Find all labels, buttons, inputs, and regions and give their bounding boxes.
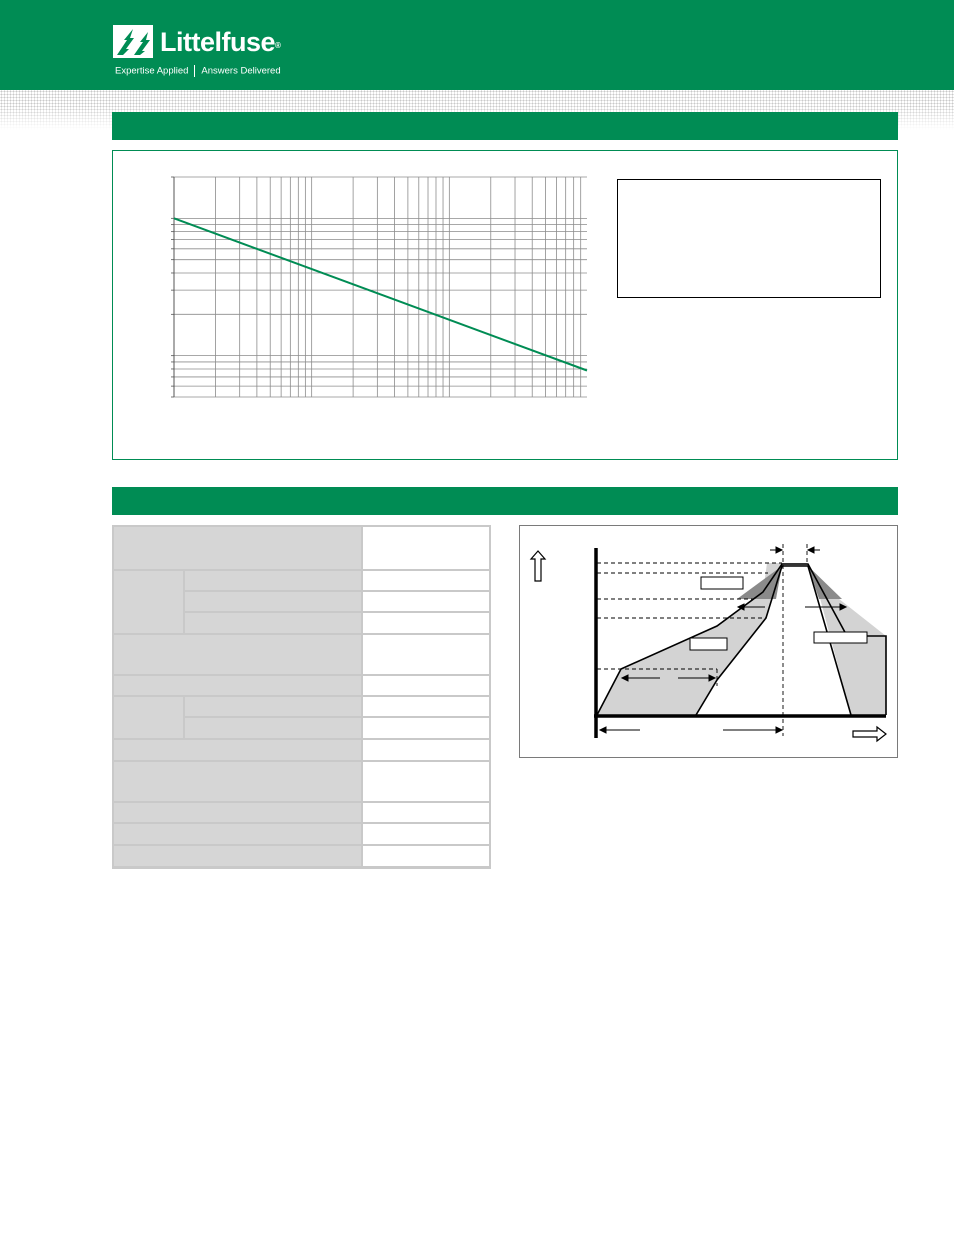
table-cell — [363, 676, 489, 695]
table-row — [185, 697, 361, 716]
tagline-right: Answers Delivered — [201, 65, 281, 77]
table-row — [114, 846, 361, 866]
table-cell — [363, 762, 489, 801]
table-row — [185, 613, 361, 633]
table-row — [114, 762, 361, 801]
right-arrow-icon — [853, 727, 886, 741]
profile-label-box — [690, 638, 727, 650]
table-cell — [363, 613, 489, 633]
chart-panel — [112, 150, 898, 460]
table-cell — [363, 803, 489, 822]
littelfuse-logo-icon — [113, 25, 153, 58]
table-group-label-1 — [114, 571, 183, 633]
table-cell — [363, 697, 489, 716]
table-row — [185, 571, 361, 590]
table-row — [114, 740, 361, 760]
brand-name: Littelfuse® — [160, 27, 281, 57]
soldering-parameters-table — [112, 525, 491, 869]
table-cell — [363, 846, 489, 866]
table-cell — [363, 571, 489, 590]
table-row — [114, 824, 361, 844]
table-cell — [363, 824, 489, 844]
table-row — [185, 592, 361, 611]
table-row — [114, 803, 361, 822]
table-row — [114, 635, 361, 674]
page-header — [0, 0, 954, 90]
table-row — [185, 718, 361, 738]
series-line — [174, 218, 587, 370]
tagline-separator — [194, 65, 195, 77]
reflow-profile-diagram — [520, 526, 897, 757]
brand-tagline — [115, 65, 281, 78]
section-bar-1 — [112, 112, 898, 140]
section-bar-2 — [112, 487, 898, 515]
profile-label-box — [701, 577, 743, 589]
table-cell — [363, 718, 489, 738]
table-header-right — [363, 527, 489, 569]
table-cell — [363, 592, 489, 611]
table-group-label-2 — [114, 697, 183, 738]
reflow-profile-panel — [519, 525, 898, 758]
chart-legend-box — [617, 179, 881, 298]
tagline-left: Expertise Applied — [115, 65, 189, 77]
table-cell — [363, 635, 489, 674]
up-arrow-icon — [531, 551, 545, 581]
table-cell — [363, 740, 489, 760]
table-header-left — [114, 527, 361, 569]
table-row — [114, 676, 361, 695]
profile-label-box — [814, 632, 867, 643]
